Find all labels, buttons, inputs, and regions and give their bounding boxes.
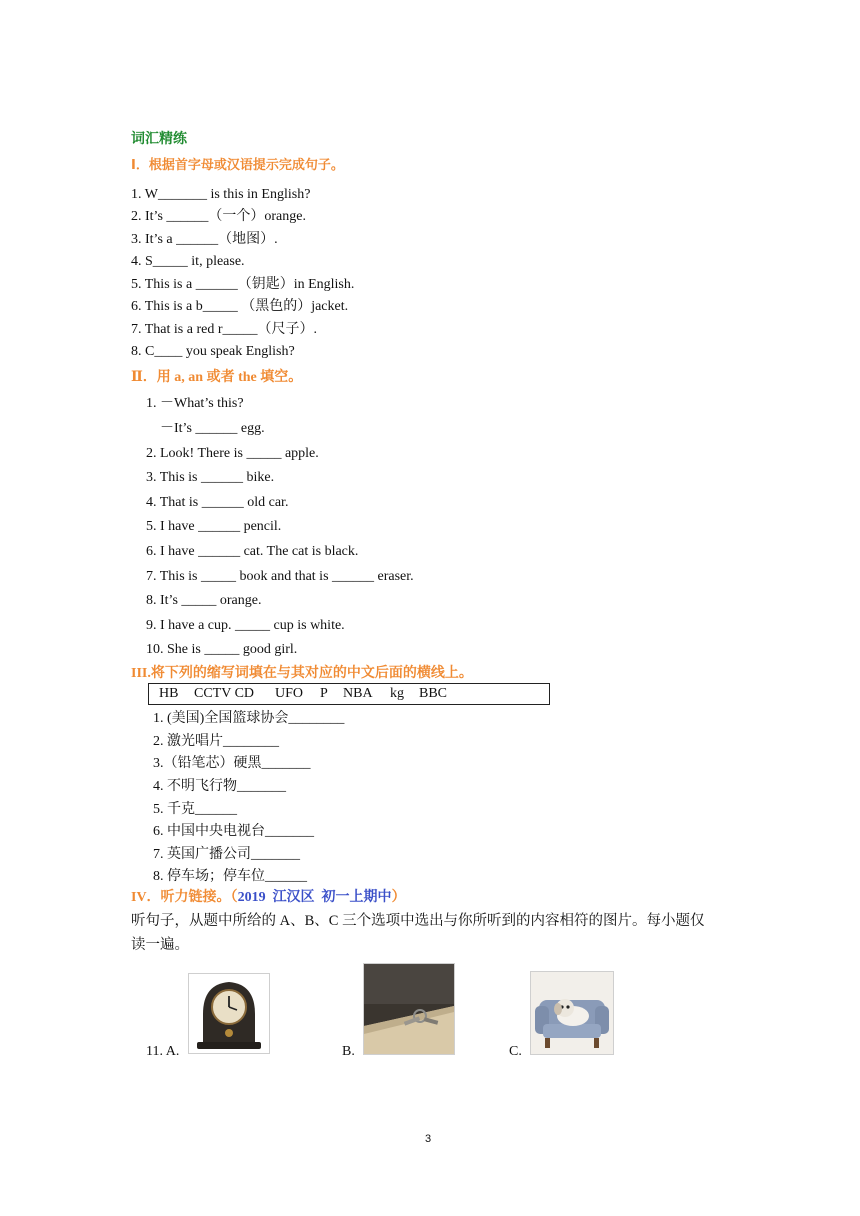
part4-instruction: 听句子，从题中所给的 A、B、C 三个选项中选出与你所听到的内容相符的图片。每小题仅: [131, 913, 705, 929]
section-title: 词汇精练: [131, 131, 187, 147]
part3-title: III.将下列的缩写词填在与其对应的中文后面的横线上。: [131, 666, 473, 681]
part1-item: 6. This is a b_____ （黑色的）jacket.: [131, 299, 349, 314]
part1-title: I．根据首字母或汉语提示完成句子。: [131, 158, 344, 173]
part3-item: 4. 不明飞行物_______: [153, 779, 286, 794]
page-number: 3: [425, 1133, 432, 1145]
part2-item: 8. It’s _____ orange.: [146, 593, 262, 608]
part4-title: [131, 889, 406, 907]
part2-item: －It’s ______ egg.: [160, 421, 265, 436]
part2-title: Ⅱ．用 a, an 或者 the 填空。: [131, 370, 303, 385]
part3-item: 2. 激光唱片________: [153, 734, 279, 749]
part1-item: 4. S_____ it, please.: [131, 254, 245, 269]
part1-item: 5. This is a ______（钥匙）in English.: [131, 277, 355, 292]
abbreviation: HB: [159, 686, 179, 701]
abbreviation: kg: [390, 686, 404, 701]
abbreviation: CCTV CD: [194, 686, 255, 701]
abbreviation-box: [148, 683, 550, 705]
part2-item: 2. Look! There is _____ apple.: [146, 446, 319, 461]
part2-item: 5. I have ______ pencil.: [146, 519, 282, 534]
part2-item: 9. I have a cup. _____ cup is white.: [146, 618, 345, 633]
dog-on-sofa-image: [530, 971, 614, 1055]
abbreviation: UFO: [275, 686, 304, 701]
option-b-label: B.: [342, 1044, 355, 1059]
part4-instruction: 读一遍。: [131, 937, 189, 953]
part2-item: 10. She is _____ good girl.: [146, 642, 298, 657]
part2-item: 1. －What’s this?: [146, 396, 244, 411]
part1-item: 3. It’s a ______（地图）.: [131, 232, 278, 247]
part3-item: 7. 英国广播公司_______: [153, 847, 300, 862]
part2-item: 6. I have ______ cat. The cat is black.: [146, 544, 359, 559]
part2-item: 3. This is ______ bike.: [146, 470, 275, 485]
part1-item: 8. C____ you speak English?: [131, 344, 295, 359]
abbreviation: BBC: [419, 686, 448, 701]
abbreviation: NBA: [343, 686, 373, 701]
part1-item: 1. W_______ is this in English?: [131, 187, 311, 202]
part1-item: 7. That is a red r_____（尺子）.: [131, 322, 317, 337]
part4-title-prefix: IV．听力链接。（: [131, 890, 238, 905]
question-label: 11. A.: [146, 1044, 180, 1059]
abbreviation: P: [320, 686, 328, 701]
part3-item: 5. 千克______: [153, 802, 237, 817]
part2-item: 4. That is ______ old car.: [146, 495, 289, 510]
part3-item: 6. 中国中央电视台_______: [153, 824, 314, 839]
part3-item: 1. (美国)全国篮球协会________: [153, 711, 345, 726]
part4-title-suffix: ）: [391, 890, 406, 905]
part2-item: 7. This is _____ book and that is ______ eraser.: [146, 569, 414, 584]
clock-image: [188, 973, 270, 1054]
part1-item: 2. It’s ______（一个）orange.: [131, 209, 306, 224]
part3-item: 3.（铅笔芯）硬黑_______: [153, 756, 311, 771]
option-c-label: C.: [509, 1044, 522, 1059]
part4-source: 2019 江汉区 初一上期中: [237, 890, 392, 905]
part3-item: 8. 停车场；停车位______: [153, 869, 307, 884]
keys-image: [363, 963, 455, 1055]
